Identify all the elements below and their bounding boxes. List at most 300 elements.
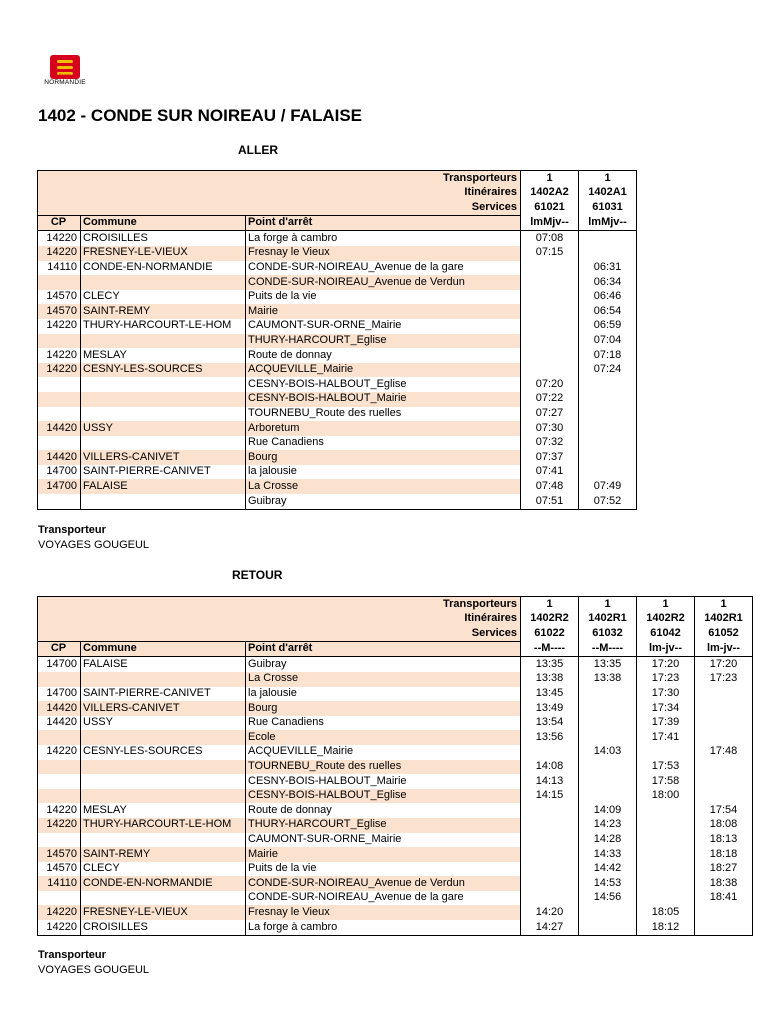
retour-row-time: 13:56 [521,730,579,745]
retour-row-cp: 14570 [38,847,81,862]
aller-row-time [521,348,579,363]
aller-row-commune [81,334,246,349]
aller-row-stop: CONDE-SUR-NOIREAU_Avenue de la gare [246,261,521,276]
aller-row-time: 07:27 [521,407,579,422]
retour-row-time: 18:00 [637,789,695,804]
retour-row [38,876,753,891]
retour-row-time: 13:54 [521,716,579,731]
retour-row-time [579,730,637,745]
aller-row-commune: THURY-HARCOURT-LE-HOM [81,319,246,334]
retour-header-service-label: Services [38,626,521,641]
aller-row-time: 07:52 [579,494,637,509]
aller-row-time [521,261,579,276]
retour-row-time: 14:33 [579,847,637,862]
aller-row [38,421,637,436]
retour-col-0-service: 61022 [521,626,579,641]
aller-row-time: 07:08 [521,231,579,246]
aller-row [38,275,637,290]
retour-header-transporteur-label: Transporteurs [38,597,521,612]
aller-row [38,348,637,363]
aller-row-time [579,436,637,451]
retour-row-cp: 14220 [38,803,81,818]
retour-row-time: 17:23 [695,672,753,687]
retour-row-time [695,716,753,731]
retour-row-time [579,701,637,716]
aller-row-stop: Bourg [246,450,521,465]
retour-row [38,716,753,731]
retour-row-cp [38,891,81,906]
retour-col-2-service: 61042 [637,626,695,641]
retour-row-time [695,789,753,804]
retour-col-3-itineraire: 1402R1 [695,612,753,627]
aller-row [38,290,637,305]
aller-col-0-service: 61021 [521,200,579,215]
retour-row-time [695,730,753,745]
aller-row-time: 06:31 [579,261,637,276]
retour-row-time: 18:12 [637,920,695,935]
retour-row-time: 13:35 [521,657,579,672]
aller-header-itineraire-label: Itinéraires [38,186,521,201]
retour-row-cp: 14700 [38,657,81,672]
retour-header-row-columns [38,641,753,657]
aller-row-time [579,465,637,480]
retour-row-cp: 14220 [38,818,81,833]
retour-row-stop: Bourg [246,701,521,716]
aller-header-row-columns [38,215,637,231]
retour-row-time: 13:49 [521,701,579,716]
retour-row-commune [81,833,246,848]
aller-row-cp: 14220 [38,348,81,363]
retour-row-time: 17:34 [637,701,695,716]
aller-row [38,465,637,480]
retour-row-time [521,847,579,862]
retour-row [38,833,753,848]
aller-row [38,334,637,349]
retour-row-stop: THURY-HARCOURT_Eglise [246,818,521,833]
aller-row-time: 07:51 [521,494,579,509]
retour-row-cp: 14220 [38,745,81,760]
aller-row-stop: Rue Canadiens [246,436,521,451]
retour-row-time [579,687,637,702]
aller-header-transporteur-label: Transporteurs [38,171,521,186]
retour-row-stop: Route de donnay [246,803,521,818]
retour-row-cp: 14220 [38,920,81,935]
retour-row-time: 17:58 [637,774,695,789]
retour-row-cp [38,833,81,848]
aller-row-commune: SAINT-REMY [81,304,246,319]
retour-col-1-jours: --M---- [579,641,637,657]
aller-row-stop: Route de donnay [246,348,521,363]
aller-header-commune: Commune [81,215,246,231]
retour-row-time: 17:20 [637,657,695,672]
aller-header-row-service [38,200,637,215]
retour-row-stop: CONDE-SUR-NOIREAU_Avenue de la gare [246,891,521,906]
aller-row-cp [38,494,81,509]
retour-row-time: 17:39 [637,716,695,731]
aller-row-stop: Mairie [246,304,521,319]
aller-row-commune [81,436,246,451]
retour-row-time: 14:08 [521,760,579,775]
aller-row [38,319,637,334]
retour-row-time: 14:20 [521,905,579,920]
retour-header-point: Point d'arrêt [246,641,521,657]
retour-row-cp [38,774,81,789]
retour-header-cp: CP [38,641,81,657]
aller-col-0-transporteur: 1 [521,171,579,186]
aller-header-row-itineraire [38,186,637,201]
retour-col-2-jours: lm-jv-- [637,641,695,657]
retour-row-commune: FALAISE [81,657,246,672]
aller-row-stop: TOURNEBU_Route des ruelles [246,407,521,422]
aller-row-time [521,319,579,334]
retour-row-cp [38,789,81,804]
aller-header-service-label: Services [38,200,521,215]
retour-row-cp: 14700 [38,687,81,702]
aller-row-commune: FRESNEY-LE-VIEUX [81,246,246,261]
retour-row-time [695,760,753,775]
retour-row-time [521,891,579,906]
retour-row-time: 13:35 [579,657,637,672]
retour-col-0-itineraire: 1402R2 [521,612,579,627]
retour-row-commune [81,672,246,687]
retour-row-stop: La Crosse [246,672,521,687]
aller-row-cp: 14220 [38,363,81,378]
aller-row-time: 07:49 [579,479,637,494]
retour-col-1-transporteur: 1 [579,597,637,612]
retour-header-row-service [38,626,753,641]
retour-row-stop: Fresnay le Vieux [246,905,521,920]
aller-row-time: 06:59 [579,319,637,334]
retour-row-time: 17:54 [695,803,753,818]
retour-row-stop: Ecole [246,730,521,745]
aller-row-time [521,304,579,319]
aller-row [38,436,637,451]
aller-row-cp: 14220 [38,319,81,334]
retour-row-stop: CESNY-BOIS-HALBOUT_Mairie [246,774,521,789]
aller-header-point: Point d'arrêt [246,215,521,231]
aller-row-time: 07:24 [579,363,637,378]
retour-col-1-service: 61032 [579,626,637,641]
retour-row-commune [81,891,246,906]
retour-row [38,730,753,745]
aller-col-1-transporteur: 1 [579,171,637,186]
aller-row-commune: CROISILLES [81,231,246,246]
aller-row-stop: CONDE-SUR-NOIREAU_Avenue de Verdun [246,275,521,290]
retour-col-1-itineraire: 1402R1 [579,612,637,627]
aller-row-stop: THURY-HARCOURT_Eglise [246,334,521,349]
retour-row-time: 13:45 [521,687,579,702]
retour-row-time: 17:20 [695,657,753,672]
retour-row-time [579,774,637,789]
retour-row-cp: 14420 [38,701,81,716]
retour-row-time: 18:08 [695,818,753,833]
retour-row-time [579,920,637,935]
aller-row-time: 06:34 [579,275,637,290]
retour-row-time: 18:05 [637,905,695,920]
aller-row-time: 07:15 [521,246,579,261]
retour-row-time [695,905,753,920]
aller-row-stop: Guibray [246,494,521,509]
retour-row [38,760,753,775]
aller-row [38,494,637,509]
retour-row-time: 14:13 [521,774,579,789]
retour-label: RETOUR [232,568,283,582]
aller-row-cp [38,436,81,451]
retour-row [38,789,753,804]
retour-row-time [579,789,637,804]
retour-row-time [521,862,579,877]
aller-row-commune: CONDE-EN-NORMANDIE [81,261,246,276]
aller-row-time: 06:54 [579,304,637,319]
aller-row-commune [81,392,246,407]
retour-row-stop: CONDE-SUR-NOIREAU_Avenue de Verdun [246,876,521,891]
aller-transporteur-label: Transporteur [38,524,106,536]
retour-row-stop: Guibray [246,657,521,672]
aller-row-commune [81,377,246,392]
retour-row-time [521,818,579,833]
aller-row-time: 07:32 [521,436,579,451]
aller-row-cp: 14220 [38,246,81,261]
retour-row-time: 14:15 [521,789,579,804]
retour-col-2-itineraire: 1402R2 [637,612,695,627]
aller-row-commune: USSY [81,421,246,436]
retour-row-time: 14:56 [579,891,637,906]
retour-row-time: 18:41 [695,891,753,906]
aller-row-time [521,363,579,378]
retour-row-time [637,891,695,906]
retour-row-time: 14:27 [521,920,579,935]
retour-row-commune: MESLAY [81,803,246,818]
retour-row-commune: FRESNEY-LE-VIEUX [81,905,246,920]
retour-row [38,891,753,906]
aller-row-stop: La forge à cambro [246,231,521,246]
retour-col-0-transporteur: 1 [521,597,579,612]
retour-row-time: 18:13 [695,833,753,848]
retour-row-commune: SAINT-PIERRE-CANIVET [81,687,246,702]
aller-row-cp [38,334,81,349]
aller-row [38,392,637,407]
retour-row-commune: SAINT-REMY [81,847,246,862]
retour-row-time [695,687,753,702]
aller-row [38,231,637,246]
retour-row-time: 18:38 [695,876,753,891]
aller-row-commune: VILLERS-CANIVET [81,450,246,465]
aller-label: ALLER [238,143,278,157]
aller-row-time: 07:20 [521,377,579,392]
aller-row-cp: 14700 [38,465,81,480]
retour-row-time [695,701,753,716]
aller-col-1-jours: lmMjv-- [579,215,637,231]
retour-row-time: 18:27 [695,862,753,877]
retour-row-stop: CAUMONT-SUR-ORNE_Mairie [246,833,521,848]
retour-row-cp: 14570 [38,862,81,877]
aller-row-cp: 14570 [38,290,81,305]
retour-row-commune: CROISILLES [81,920,246,935]
retour-row [38,818,753,833]
retour-row [38,920,753,935]
aller-row-time: 07:41 [521,465,579,480]
retour-header-row-itineraire [38,612,753,627]
retour-row-time [695,774,753,789]
aller-row-cp: 14220 [38,231,81,246]
aller-row-time [521,275,579,290]
logo-text: NORMANDIE [44,79,86,86]
retour-row-time [637,745,695,760]
retour-row-time: 14:23 [579,818,637,833]
aller-row [38,407,637,422]
aller-row [38,363,637,378]
retour-row-stop: CESNY-BOIS-HALBOUT_Eglise [246,789,521,804]
retour-row-time [521,803,579,818]
retour-row [38,774,753,789]
retour-row-cp [38,760,81,775]
retour-col-3-transporteur: 1 [695,597,753,612]
aller-row [38,450,637,465]
aller-row-time: 07:48 [521,479,579,494]
retour-row-time: 14:09 [579,803,637,818]
retour-row-stop: TOURNEBU_Route des ruelles [246,760,521,775]
page-title: 1402 - CONDE SUR NOIREAU / FALAISE [38,106,363,125]
retour-row-cp: 14110 [38,876,81,891]
aller-row-time: 07:37 [521,450,579,465]
aller-row-commune: SAINT-PIERRE-CANIVET [81,465,246,480]
retour-row-time [579,760,637,775]
aller-row-stop: La Crosse [246,479,521,494]
aller-row-commune: FALAISE [81,479,246,494]
aller-row-stop: Puits de la vie [246,290,521,305]
retour-row-time: 13:38 [521,672,579,687]
aller-row-time: 07:04 [579,334,637,349]
retour-row-stop: la jalousie [246,687,521,702]
retour-col-3-jours: lm-jv-- [695,641,753,657]
retour-row-commune [81,789,246,804]
retour-row-time: 17:53 [637,760,695,775]
retour-row-time [637,833,695,848]
aller-row-commune: CESNY-LES-SOURCES [81,363,246,378]
retour-row-commune: CONDE-EN-NORMANDIE [81,876,246,891]
aller-row-time [579,231,637,246]
retour-row-stop: Puits de la vie [246,862,521,877]
retour-row-time: 14:42 [579,862,637,877]
aller-row-cp: 14420 [38,450,81,465]
retour-row-cp [38,730,81,745]
retour-row-time: 18:18 [695,847,753,862]
aller-row [38,261,637,276]
retour-row-time: 17:48 [695,745,753,760]
retour-row [38,847,753,862]
retour-row-commune: USSY [81,716,246,731]
retour-row-time [521,833,579,848]
aller-row-cp [38,392,81,407]
retour-timetable [37,596,753,936]
retour-row-time [637,847,695,862]
aller-row-cp [38,407,81,422]
retour-row-stop: ACQUEVILLE_Mairie [246,745,521,760]
aller-row-commune [81,407,246,422]
aller-row-time [579,450,637,465]
retour-row-commune: VILLERS-CANIVET [81,701,246,716]
retour-row-time: 17:30 [637,687,695,702]
retour-row [38,687,753,702]
retour-row-time: 14:28 [579,833,637,848]
aller-row-cp: 14700 [38,479,81,494]
retour-row-time [637,876,695,891]
retour-row [38,862,753,877]
retour-row [38,672,753,687]
aller-row-commune [81,275,246,290]
aller-row-time [579,377,637,392]
aller-row [38,479,637,494]
aller-row [38,246,637,261]
retour-row [38,701,753,716]
aller-transporteur-name: VOYAGES GOUGEUL [38,539,150,551]
retour-row-commune [81,774,246,789]
aller-row-cp: 14420 [38,421,81,436]
aller-row-commune: CLECY [81,290,246,305]
aller-col-1-service: 61031 [579,200,637,215]
aller-row-stop: ACQUEVILLE_Mairie [246,363,521,378]
aller-row-cp [38,377,81,392]
retour-row-time [521,745,579,760]
retour-row-cp [38,672,81,687]
retour-row-time [637,862,695,877]
aller-timetable [37,170,637,510]
aller-row-time [579,246,637,261]
retour-row-stop: Rue Canadiens [246,716,521,731]
aller-row-stop: CAUMONT-SUR-ORNE_Mairie [246,319,521,334]
region-normandie-logo [40,52,90,92]
aller-col-1-itineraire: 1402A1 [579,186,637,201]
aller-row-time [521,290,579,305]
aller-header-cp: CP [38,215,81,231]
retour-row-stop: La forge à cambro [246,920,521,935]
aller-row-time: 07:18 [579,348,637,363]
retour-row-time [695,920,753,935]
aller-row-time: 07:30 [521,421,579,436]
aller-row-time: 07:22 [521,392,579,407]
aller-row [38,304,637,319]
retour-row [38,745,753,760]
retour-row-commune [81,730,246,745]
retour-row [38,657,753,672]
aller-row-time [579,407,637,422]
retour-row-commune: THURY-HARCOURT-LE-HOM [81,818,246,833]
aller-row-stop: Fresnay le Vieux [246,246,521,261]
aller-row [38,377,637,392]
retour-row-time [637,818,695,833]
retour-row [38,905,753,920]
retour-header-itineraire-label: Itinéraires [38,612,521,627]
retour-header-row-transporteur [38,597,753,612]
retour-row-time [637,803,695,818]
retour-row-time [579,905,637,920]
aller-row-stop: CESNY-BOIS-HALBOUT_Mairie [246,392,521,407]
aller-col-0-jours: lmMjv-- [521,215,579,231]
retour-col-0-jours: --M---- [521,641,579,657]
logo-region-small: Région [58,72,72,77]
retour-row-stop: Mairie [246,847,521,862]
retour-col-3-service: 61052 [695,626,753,641]
aller-row-time [579,392,637,407]
retour-row-cp: 14220 [38,905,81,920]
aller-row-time [521,334,579,349]
retour-row [38,803,753,818]
aller-header-row-transporteur [38,171,637,186]
retour-row-commune: CESNY-LES-SOURCES [81,745,246,760]
aller-row-commune: MESLAY [81,348,246,363]
retour-row-commune [81,760,246,775]
retour-row-time: 14:53 [579,876,637,891]
